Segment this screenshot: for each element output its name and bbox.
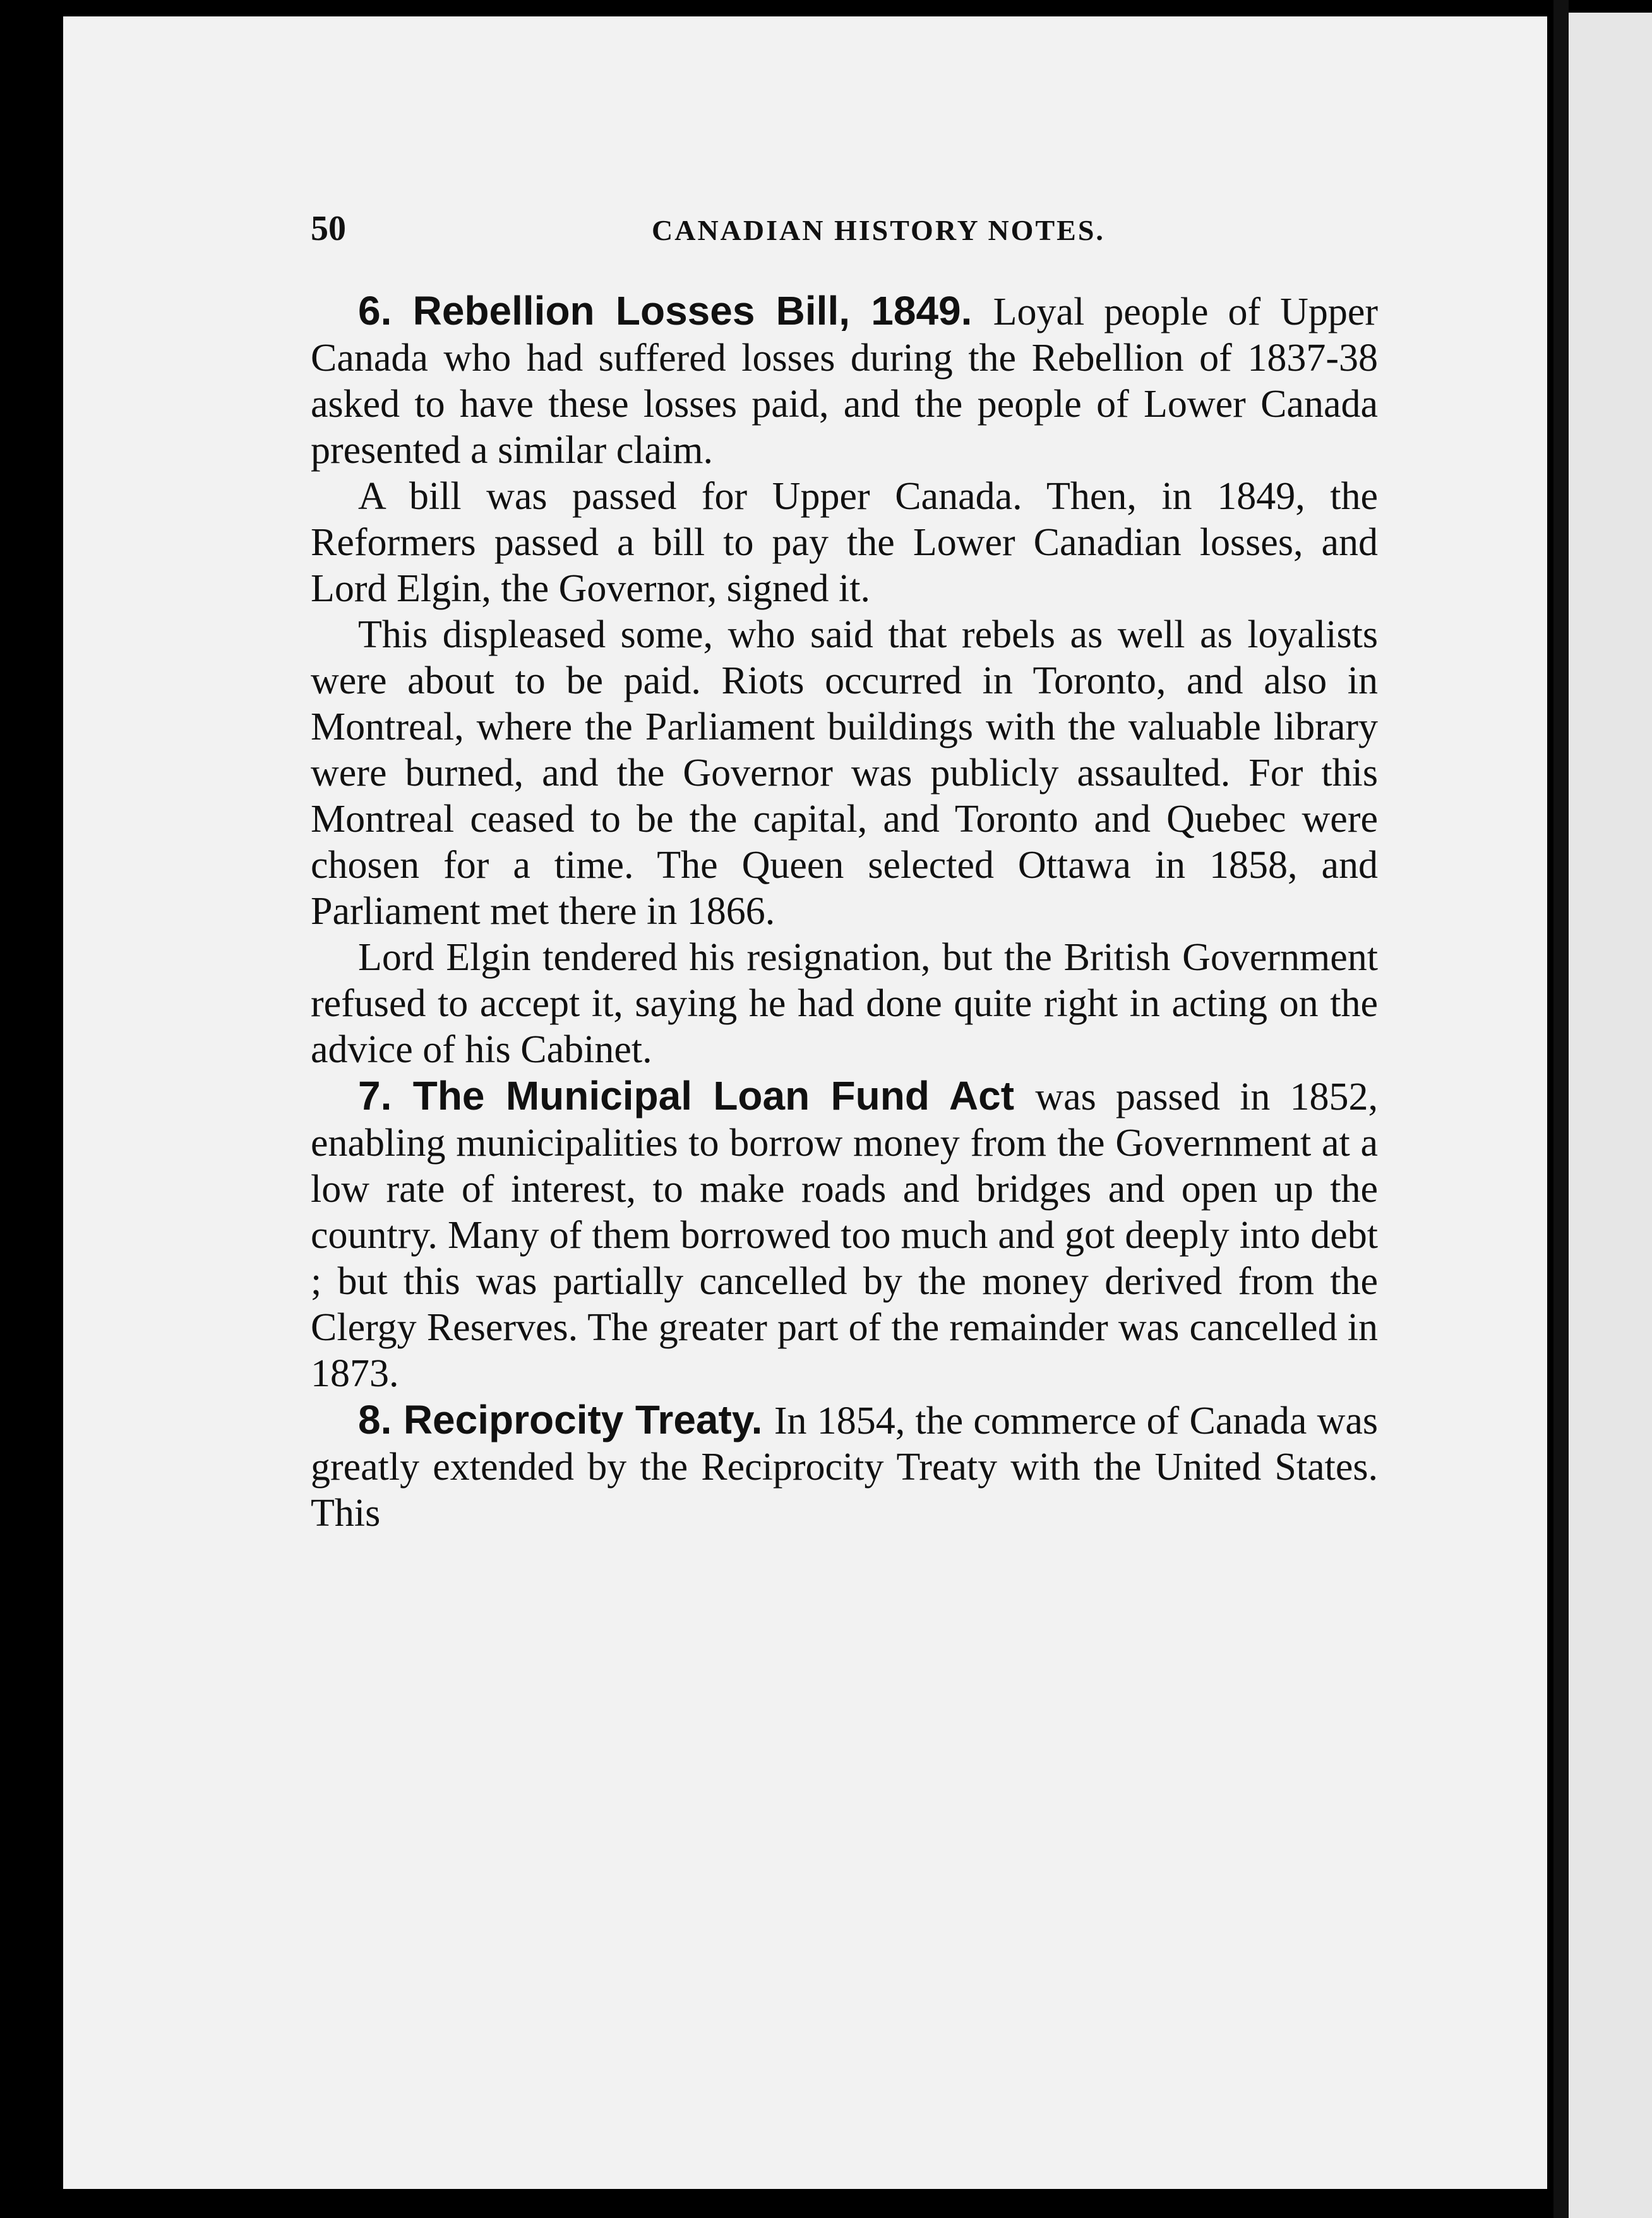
section-6-text-1: Loyal people of Upper Canada who had suffered losses during the Rebellion of 1837-38 asked to have these losses paid, and the people of Lower Canada presented a similar claim. <box>311 291 1379 472</box>
section-8-text-1: In 1854, the commerce of Canada was greatly extended by the Reciprocity Treaty with the United States. This <box>311 1400 1378 1535</box>
section-8-paragraph-1 <box>311 1397 1378 1537</box>
section-7-heading: 7. The Municipal Loan Fund Act <box>358 1073 1036 1118</box>
page-header <box>311 208 1397 259</box>
page-number: 50 <box>311 209 346 248</box>
section-6-paragraph-1 <box>311 288 1378 474</box>
running-head: CANADIAN HISTORY NOTES. <box>652 214 1105 246</box>
section-7-paragraph-1 <box>311 1073 1378 1397</box>
body-text <box>311 288 1378 1537</box>
section-6-paragraph-4: Lord Elgin tendered his resignation, but the British Government refused to accept it, saying he had done quite right in acting on the advice of his Cabinet. <box>311 936 1378 1071</box>
section-7-text-1: was passed in 1852, enabling municipalities to borrow money from the Government at a low rate of interest, to make roads and bridges and open up the country. Many of them borrowed too much and got deeply into debt ; but this was partially cancelled by the money derived from the Clergy Reserves. The greater part of the remainder was cancelled in 1873. <box>311 1076 1378 1395</box>
section-6-heading: 6. Rebellion Losses Bill, 1849. <box>358 288 993 333</box>
section-8-heading: 8. Reciprocity Treaty. <box>358 1397 774 1442</box>
page-gutter <box>1553 0 1569 2218</box>
facing-page-edge <box>1569 13 1652 2218</box>
section-6-paragraph-3: This displeased some, who said that rebels as well as loyalists were about to be paid. Riots occurred in Toronto, and also in Montreal, where the Parliament buildings with the valuable library were burned, and the Governor was publicly assaulted. For this Montreal ceased to be the capital, and Toronto and Quebec were chosen for a time. The Queen selected Ottawa in 1858, and Parliament met there in 1866. <box>311 613 1378 933</box>
section-6-paragraph-2: A bill was passed for Upper Canada. Then, in 1849, the Reformers passed a bill to pay the Lower Canadian losses, and Lord Elgin, the Governor, signed it. <box>311 475 1378 610</box>
